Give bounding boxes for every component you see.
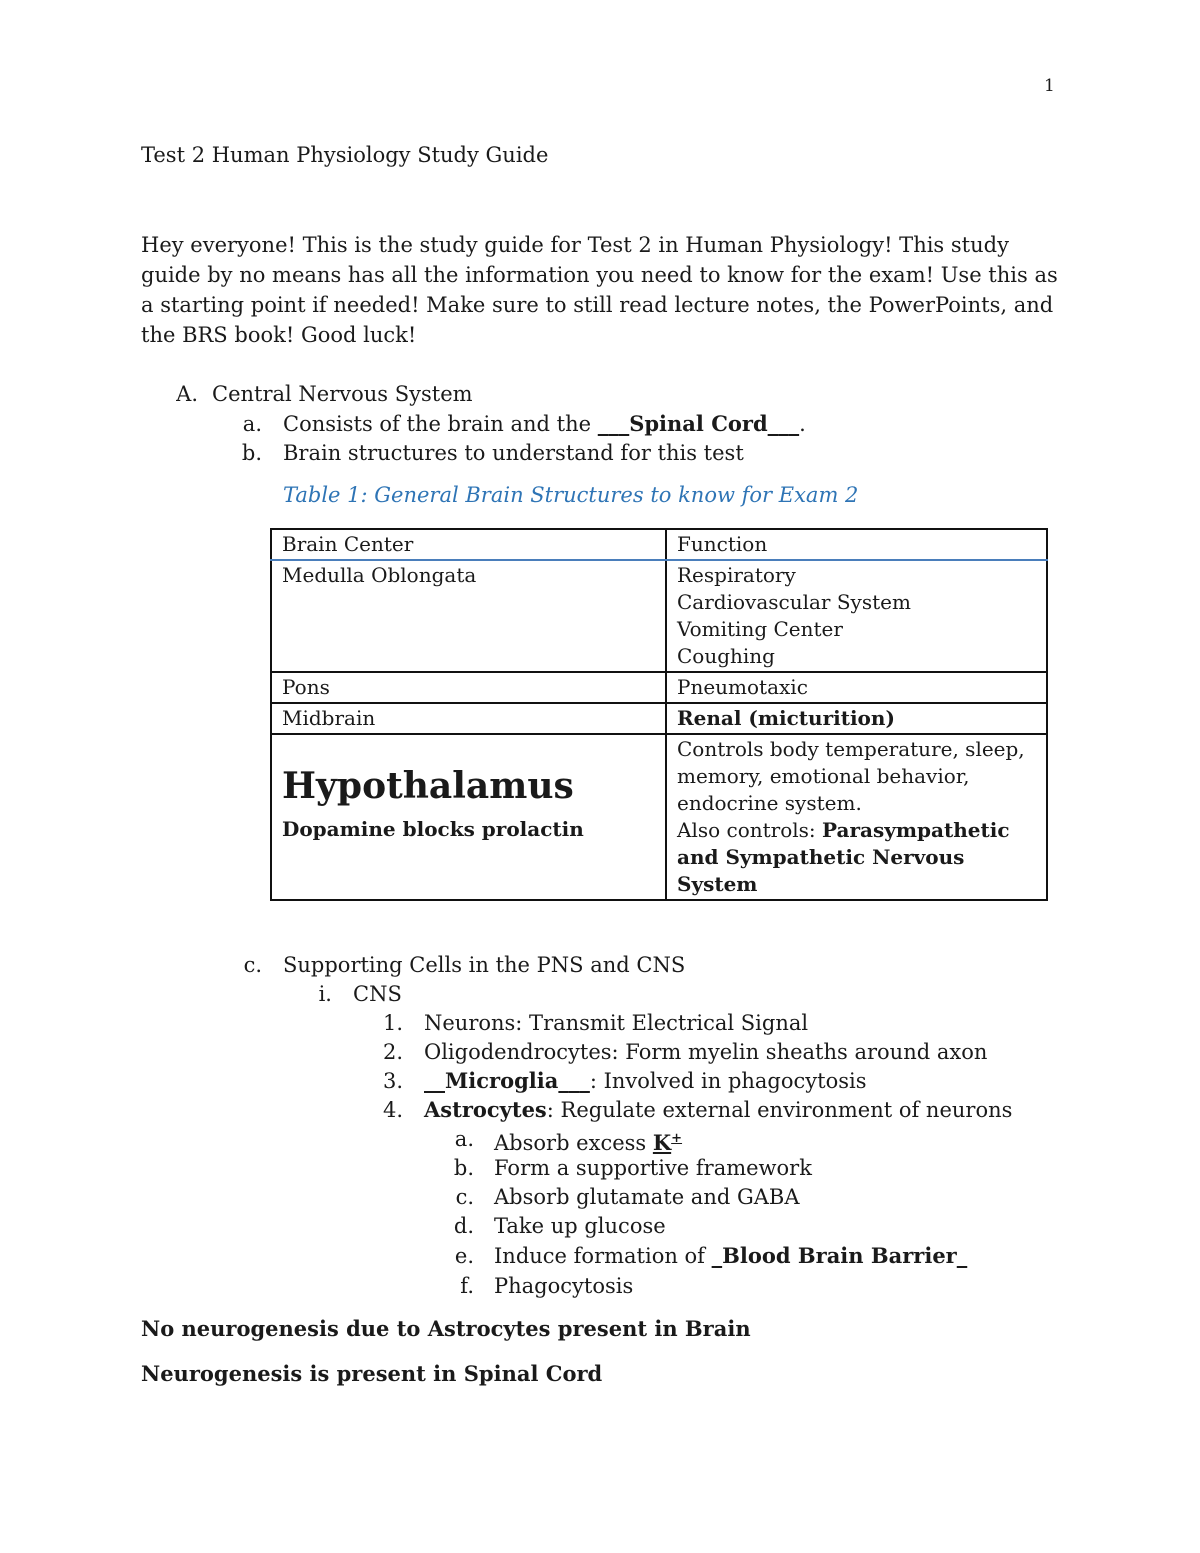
list-text [424, 1096, 1012, 1124]
also-controls [677, 817, 1036, 898]
sub-marker: f. [460, 1274, 474, 1298]
item-c-label: Supporting Cells in the PNS and CNS [283, 953, 686, 977]
item-a-suffix: . [799, 412, 806, 436]
intro-paragraph: Hey everyone! This is the study guide for Test 2 in Human Physiology! This study guide by no means has all the information you need to know for the exam! Use this as a starting point if needed! Make sure to still read lecture notes, the PowerPoints, and the BRS book! Good luck! [141, 233, 1058, 347]
function-cell [666, 734, 1047, 900]
sub-marker: e. [454, 1244, 474, 1268]
sub-marker: b. [453, 1156, 474, 1180]
bbb-answer: _Blood Brain Barrier_ [711, 1243, 968, 1268]
document-title: Test 2 Human Physiology Study Guide [141, 143, 549, 167]
sub-text: Phagocytosis [494, 1274, 634, 1298]
item-a-marker: a. [242, 412, 262, 436]
function-line: Vomiting Center [677, 617, 843, 641]
table-row [271, 672, 1047, 703]
item-i-marker: i. [318, 982, 332, 1006]
hypothalamus-label: Hypothalamus [282, 765, 574, 807]
table-row [271, 560, 1047, 672]
function-cell [666, 560, 1047, 672]
function-line: Coughing [677, 644, 775, 668]
function-line: Respiratory [677, 563, 796, 587]
table-header-row [271, 529, 1047, 560]
sub-text-prefix: Induce formation of [494, 1244, 712, 1268]
note-no-neurogenesis: No neurogenesis due to Astrocytes present in Brain [141, 1316, 751, 1341]
function-cell: Renal (micturition) [666, 703, 1047, 734]
note-neurogenesis-spinal: Neurogenesis is present in Spinal Cord [141, 1361, 603, 1386]
microglia-answer: __Microglia___ [424, 1068, 590, 1093]
brain-center-cell [271, 734, 666, 900]
spinal-cord-answer: ___Spinal Cord___ [597, 411, 800, 436]
sub-text: Absorb glutamate and GABA [494, 1185, 800, 1209]
sub-text: Take up glucose [494, 1214, 666, 1238]
list-text-rest: : Involved in phagocytosis [589, 1069, 867, 1093]
list-text: Oligodendrocytes: Form myelin sheaths around axon [424, 1040, 988, 1064]
header-function: Function [666, 529, 1047, 560]
item-c-marker: c. [243, 953, 262, 977]
potassium-charge: + [671, 1131, 683, 1146]
brain-center-cell: Midbrain [271, 703, 666, 734]
list-marker: 3. [382, 1069, 403, 1093]
function-line: Cardiovascular System [677, 590, 911, 614]
page-number: 1 [1044, 76, 1055, 96]
list-text-rest: : Regulate external environment of neurons [546, 1098, 1013, 1122]
sub-text: Form a supportive framework [494, 1156, 812, 1180]
item-a-text [283, 410, 806, 438]
table-caption: Table 1: General Brain Structures to know for Exam 2 [283, 483, 859, 507]
also-controls-bold: Parasympathetic and Sympathetic Nervous System [677, 818, 1010, 896]
item-b-text: Brain structures to understand for this test [283, 441, 744, 465]
list-marker: 4. [382, 1098, 403, 1122]
function-text: Controls body temperature, sleep, memory, emotional behavior, endocrine system. [677, 737, 1025, 815]
table-row [271, 703, 1047, 734]
sub-text [494, 1125, 682, 1157]
sub-marker: c. [455, 1185, 474, 1209]
list-marker: 1. [382, 1011, 403, 1035]
item-b-marker: b. [241, 441, 262, 465]
potassium-answer: K [652, 1130, 672, 1155]
sub-text [494, 1242, 967, 1270]
section-a-marker: A. [176, 382, 198, 406]
astrocytes-term: Astrocytes [424, 1097, 547, 1122]
item-a-prefix: Consists of the brain and the [283, 412, 598, 436]
table-row [271, 734, 1047, 900]
sub-text-prefix: Absorb excess [494, 1131, 653, 1155]
also-controls-prefix: Also controls: [677, 818, 823, 842]
brain-structures-table [270, 528, 1048, 901]
sub-marker: d. [453, 1214, 474, 1238]
function-cell: Pneumotaxic [666, 672, 1047, 703]
list-text: Neurons: Transmit Electrical Signal [424, 1011, 809, 1035]
section-a-label: Central Nervous System [212, 382, 473, 406]
header-brain-center: Brain Center [271, 529, 666, 560]
item-i-label: CNS [353, 982, 402, 1006]
brain-center-cell: Medulla Oblongata [271, 560, 666, 672]
brain-center-cell: Pons [271, 672, 666, 703]
list-marker: 2. [382, 1040, 403, 1064]
dopamine-note: Dopamine blocks prolactin [282, 817, 584, 841]
list-text [424, 1067, 867, 1095]
sub-marker: a. [454, 1127, 474, 1151]
